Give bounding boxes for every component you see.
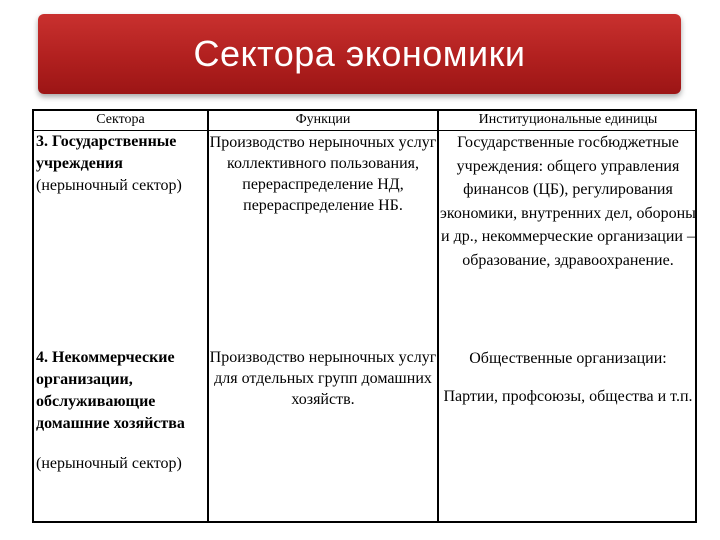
sector-name: 3. Государственные учреждения [36,133,177,172]
institutional-units: Общественные организации: [469,350,667,367]
header-institutional-units: Институциональные единицы [478,112,658,127]
sector-name: 4. Некоммерческие организации, обслуживающие домашние хозяйства [36,349,185,432]
institutional-units-examples: Партии, профсоюзы, общества и т.п. [443,388,693,405]
table-row-sector-4 [36,347,204,475]
sector-functions: Производство нерыночных услуг коллективного пользования, перераспределение НД, перераспределение НБ. [209,134,437,214]
sector-note: (нерыночный сектор) [36,455,182,472]
header-sectors: Сектора [96,112,145,127]
header-functions: Функции [295,112,351,127]
slide-title: Сектора экономики [193,33,526,74]
sector-note: (нерыночный сектор) [36,177,182,194]
institutional-units: Государственные госбюджетные учреждения: общего управления финансов (ЦБ), регулирования экономики, внутренних дел, обороны и др., некоммерческие организации – образование, здравоохранение. [440,134,696,269]
sector-functions: Производство нерыночных услуг для отдельных групп домашних хозяйств. [209,349,437,408]
sectors-table [32,109,697,523]
table-row-sector-3 [36,131,204,197]
slide-title-banner [38,14,681,94]
